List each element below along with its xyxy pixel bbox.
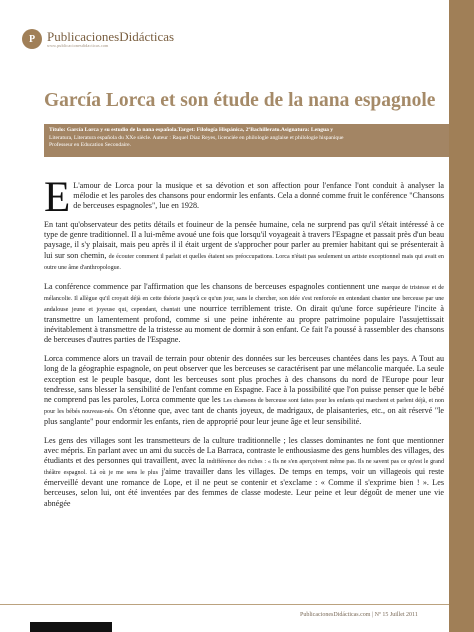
- paragraph-3: [44, 282, 444, 346]
- meta-line-2: Literatura, Literatura española du XXe siècle. Auteur : Raquel Díaz Reyes, licenciée en philologie anglaise et philologie hispanique: [49, 134, 344, 141]
- paragraph-3-small: marque de tristesse et de mélancolie. Il allègue qu'il croyait déjà en cette théorie jusqu'à ce qu'un jour, sans le chercher, son idée s'est renforcée en entendant chanter une berceuse par une andalouse jeune et joyeuse qui, cependant, chantait: [44, 284, 444, 313]
- paragraph-2-text: En tant qu'observateur des petits détails et fouineur de la pensée humaine, cela ne surprend pas qu'il s'était intéressé à ce type de genre traditionnel. Il a lui-même avoué une fois que lorsqu'il voyageait à travers l'Espagne et passait près d'un beau paysage, il s'y plaisait, mais peu après il il était urgent de s'approcher pour parler au premier habitant qui se présenterait à lui sur son chemin,: [44, 220, 444, 260]
- paragraph-4: [44, 354, 444, 427]
- paragraph-4-text-a: Lorca commence alors un travail de terrain pour obtenir des données sur les berceuses chantées dans les pays. A Tout au long de la géographie espagnole, on peut observer que les berceuses se caractérisent par une mélancolie marquée. La seule exception est le peuple basque, dont les berceuses sont plus proches à des chansons du nord de l'Europe pour leur tendresse, sans blesser la sensibilité de l'enfant comme en Espagne. Face à la possibilité que l'on puisse penser que le bébé ne comprend pas les paroles, Lorca commente que les: [44, 354, 444, 404]
- paragraph-2: [44, 220, 444, 272]
- paragraph-3-text-a: La conférence commence par l'affirmation que les chansons de berceuses espagnoles contiennent une: [44, 281, 380, 291]
- brand-name: PublicacionesDidácticas: [47, 29, 175, 44]
- paragraph-5: [44, 436, 444, 509]
- paragraph-5-text-c: j'aime travailler dans les villages. De temps en temps, voir un villageois qui reste émerveillé devant une romance de Lope, et il ne peut se contenir et s'exclame : « Comme il s'exprime bien ! ». Les berceuses, selon lui, ont été inventées par des femmes de classe modeste. Leur peine et leur dégoût de mener une vie abnégée: [44, 467, 444, 508]
- paragraph-2-small: de écouter comment il parlait et quelles étaient ses préoccupations. Lorca n'était pas seulement un artiste exceptionnel mais qui avait en outre une âme d'anthropologue.: [44, 253, 444, 271]
- brand-text: [47, 30, 174, 48]
- side-accent-bar: [449, 0, 474, 632]
- footer-block: [30, 622, 112, 632]
- paragraph-4-small: Les chansons de berceuse sont faites pour les enfants qui marchent et parlent déjà, et non pour les bébés nouveau-nés.: [44, 397, 444, 415]
- footer-divider: [0, 604, 449, 605]
- paragraph-1: [44, 174, 444, 221]
- brand-url: www.publicacionesdidacticas.com: [47, 43, 109, 48]
- paragraph-3-text-c: une nourrice terriblement triste. On dirait qu'une force supérieure l'incite à transmettre un lamentement profond, comme si une peine inhérente au propre patrimoine populaire l'assujettissait inévitablement à transmettre de la tristesse au moment de dormir à son enfant. Ce fait l'a poussé à rassembler des chansons de berceuses d'autres parties de l'Espagne.: [44, 303, 444, 345]
- article-body: [44, 174, 444, 518]
- meta-line-1: Título: García Lorca y su estudio de la nana española.Target: Filología Hispánica, 2ºBachillerato.Asignatura: Lengua y: [49, 127, 334, 133]
- paragraph-4-text-c: On s'étonne que, avec tant de chants joyeux, de madrigaux, de plaisanteries, etc., on ait réservé "le plus sanglante" pour endormir les enfants, rien de approprié pour leur jeune âge et leur sensibilité.: [44, 405, 444, 426]
- article-meta-box: [44, 124, 449, 157]
- page-title: García Lorca et son étude de la nana espagnole: [44, 90, 436, 111]
- drop-cap: E: [44, 174, 71, 221]
- meta-line-3: Professeur en Education Secondaire.: [49, 142, 132, 149]
- paragraph-1-text: L'amour de Lorca pour la musique et sa dévotion et son affection pour l'enfance l'ont conduit à analyser la mélodie et les paroles des chansons pour endormir les enfants. Cela a donné comme fruit le conférence "Chansons de berceuses espagnoles", lue en 1928.: [73, 181, 444, 211]
- paragraph-5-small: indifférence des riches : « Ils ne s'en aperçoivent même pas. Ils ne savent pas ce qu'est le grand théâtre espagnol. Là où je me sens le plus: [44, 459, 444, 477]
- brand-header: [22, 22, 174, 56]
- paragraph-5-text-a: Les gens des villages sont les transmetteurs de la culture traditionnelle ; les classes dominantes ne font que mentionner avec mépris. En parlant avec un ami du succès de La Barraca, contraste le enthousiasme des gens humbles des villages, des étudiants et des personnes qui travaillent, avec la: [44, 435, 444, 466]
- brand-logo-icon: P: [22, 29, 42, 49]
- page-footer: PublicacionesDidácticas.com | Nº 15 Juillet 2011: [300, 612, 418, 618]
